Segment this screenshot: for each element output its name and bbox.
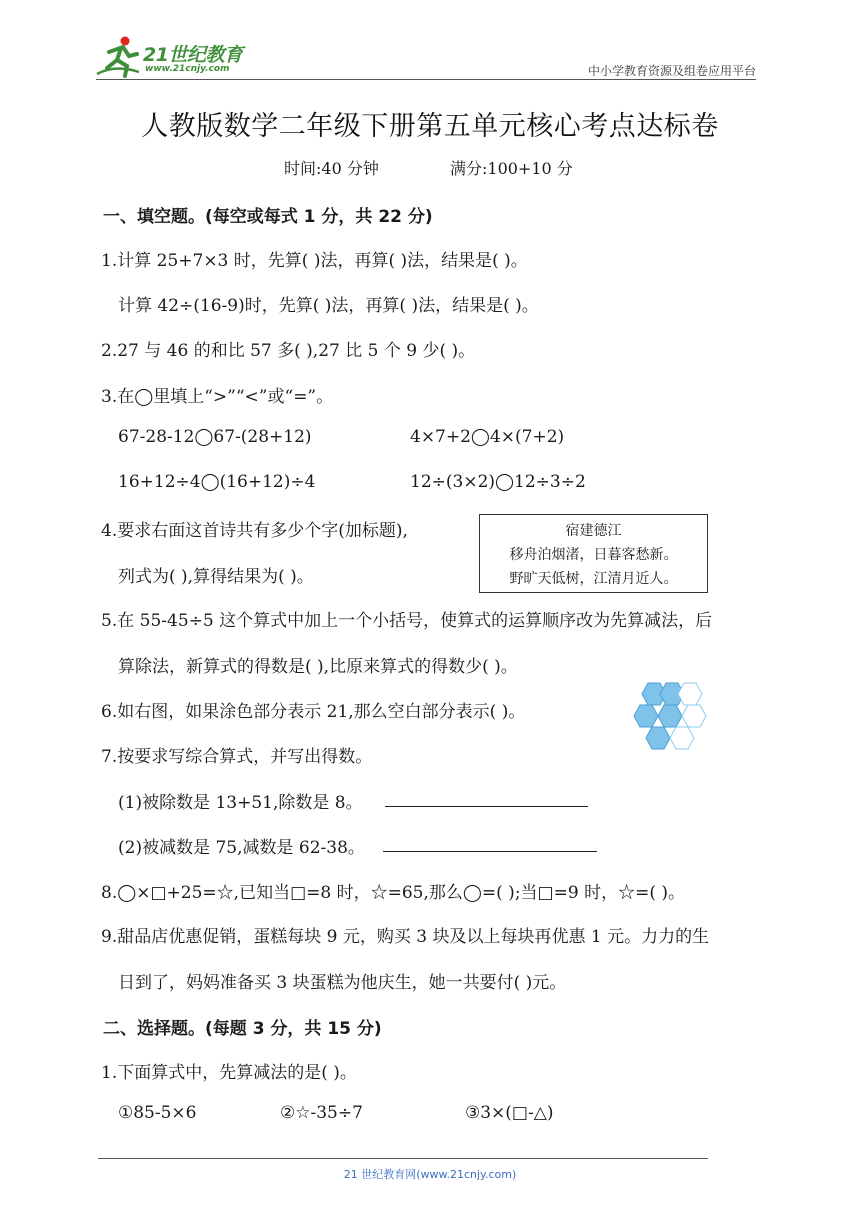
exam-time: 时间:40 分钟 [284,159,379,178]
choice-question-1: 1.下面算式中，先算减法的是( )。 [101,1063,357,1083]
choice-option: ②☆-35÷7 [280,1103,363,1123]
logo-url: www.21cnjy.com [145,64,230,74]
header-divider [96,79,756,80]
question-1b: 计算 42÷(16-9)时，先算( )法，再算( )法，结果是( )。 [118,296,539,316]
hexagon-shaded [634,705,658,727]
hexagon-figure [632,678,712,750]
question-9a: 9.甜品店优惠促销，蛋糕每块 9 元，购买 3 块及以上每块再优惠 1 元。力力的生 [101,927,710,947]
answer-line[interactable] [385,806,588,807]
question-3-item: 4×7+2◯4×(7+2) [410,427,565,447]
question-3-item: 67-28-12◯67-(28+12) [118,427,312,447]
hexagon-blank [670,727,694,749]
poem-title: 宿建德江 [565,523,622,539]
question-4a: 4.要求右面这首诗共有多少个字(加标题), [101,521,408,541]
poem-box [479,514,708,593]
site-logo [95,34,265,80]
page-title: 人教版数学二年级下册第五单元核心考点达标卷 [141,111,719,142]
question-3: 3.在◯里填上“>”“<”或“=”。 [101,387,334,407]
question-3-item: 16+12÷4◯(16+12)÷4 [118,472,316,492]
question-5a: 5.在 55-45÷5 这个算式中加上一个小括号，使算式的运算顺序改为先算减法，后 [101,611,713,631]
exam-score: 满分:100+10 分 [450,159,573,178]
section-heading-choice: 二、选择题。(每题 3 分，共 15 分) [103,1019,382,1039]
question-3-item: 12÷(3×2)◯12÷3÷2 [410,472,586,492]
answer-line[interactable] [383,851,597,852]
hexagon-shaded [658,705,682,727]
section-heading-fill-blank: 一、填空题。(每空或每式 1 分，共 22 分) [103,207,433,227]
choice-option: ③3×(□-△) [465,1103,554,1123]
question-8: 8.◯×□+25=☆,已知当□=8 时，☆=65,那么◯=( );当□=9 时，☆=( )。 [101,883,685,903]
question-9b: 日到了，妈妈准备买 3 块蛋糕为他庆生，她一共要付( )元。 [118,973,567,993]
poem-line: 野旷天低树，江清月近人。 [509,571,678,587]
footer-divider [98,1158,708,1159]
question-7-2: (2)被减数是 75,减数是 62-38。 [118,838,365,858]
choice-option: ①85-5×6 [118,1103,197,1123]
question-7-1: (1)被除数是 13+51,除数是 8。 [118,793,363,813]
hexagon-blank [682,705,706,727]
hexagon-blank [678,683,702,705]
question-6: 6.如右图，如果涂色部分表示 21,那么空白部分表示( )。 [101,702,526,722]
question-4b: 列式为( ),算得结果为( )。 [118,567,314,587]
logo-text: 21世纪教育 [143,44,243,66]
footer-link[interactable]: 21 世纪教育网(www.21cnjy.com) [343,1168,517,1181]
platform-name: 中小学教育资源及组卷应用平台 [587,64,756,78]
runner-logo-icon [95,34,141,78]
poem-line: 移舟泊烟渚，日暮客愁新。 [509,547,678,563]
question-5b: 算除法，新算式的得数是( ),比原来算式的得数少( )。 [118,657,518,677]
question-7: 7.按要求写综合算式，并写出得数。 [101,747,373,767]
question-1a: 1.计算 25+7×3 时，先算( )法，再算( )法，结果是( )。 [101,251,528,271]
hexagon-shaded [646,727,670,749]
question-2: 2.27 与 46 的和比 57 多( ),27 比 5 个 9 少( )。 [101,341,476,361]
